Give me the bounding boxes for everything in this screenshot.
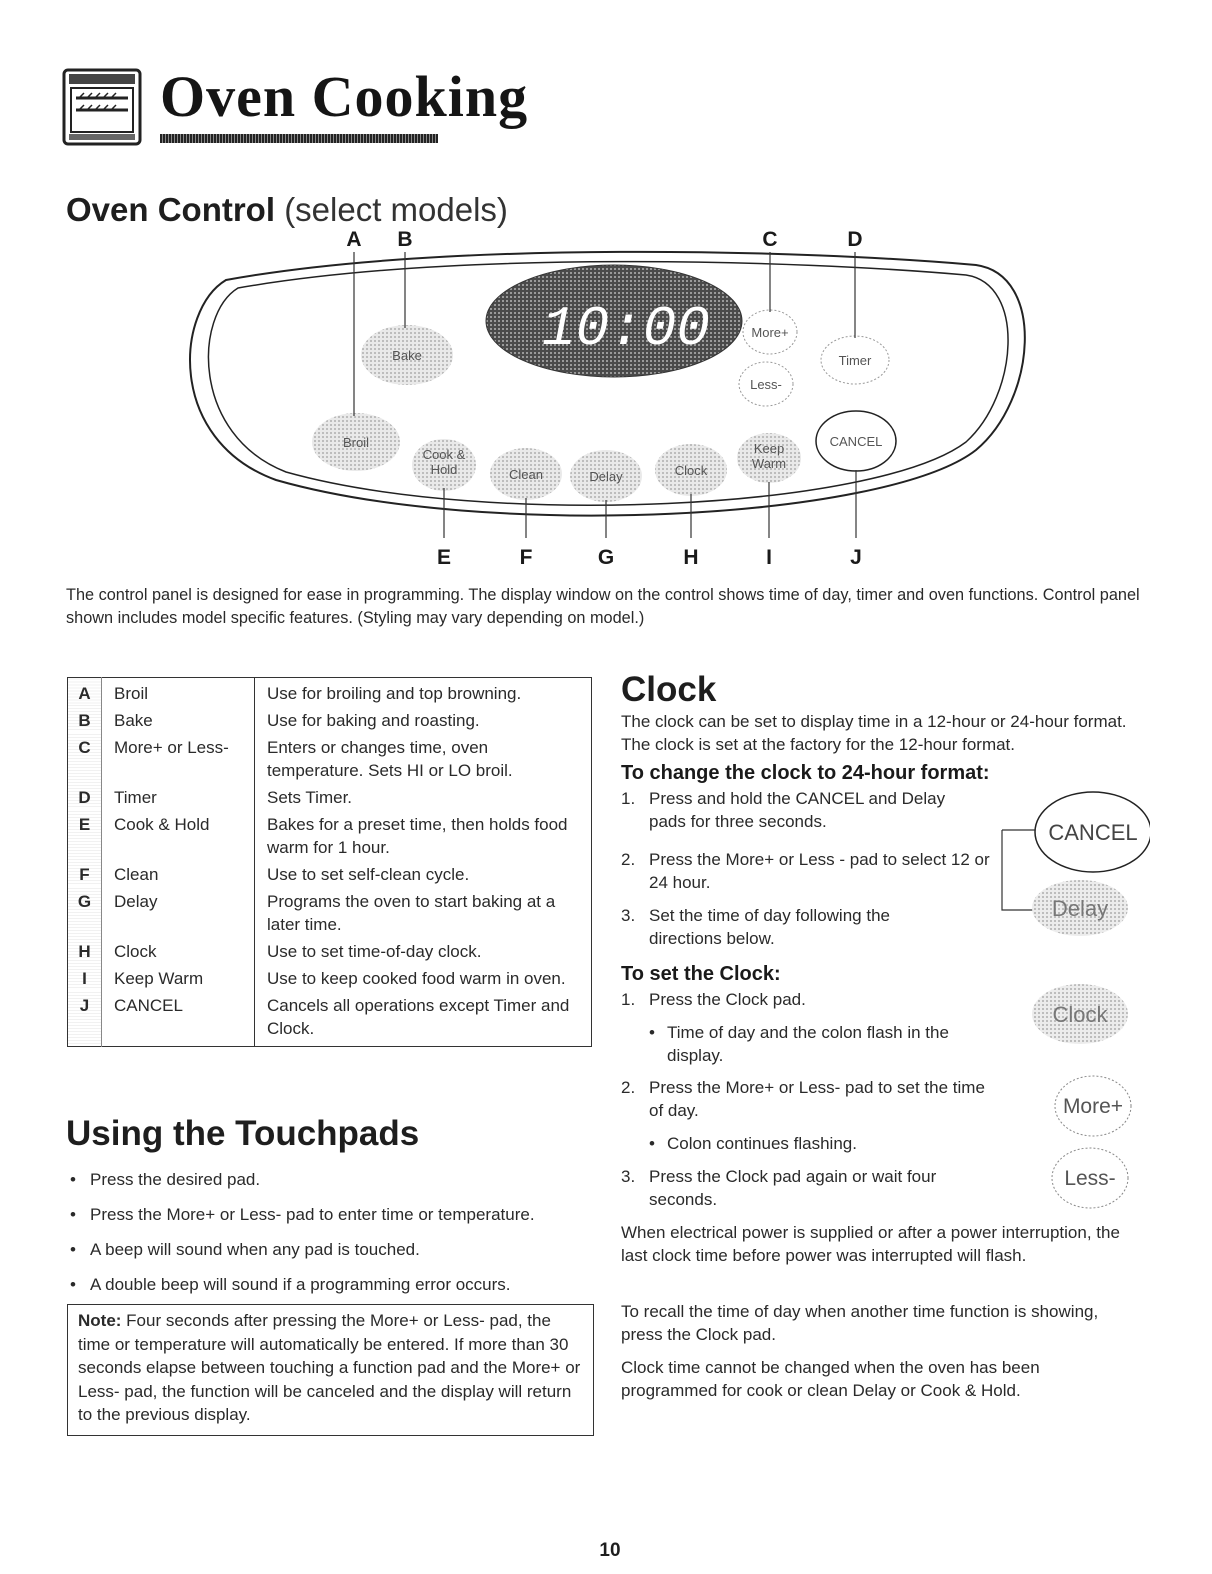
legend-description: Use to keep cooked food warm in oven. (267, 969, 566, 988)
label-c: C (762, 228, 778, 251)
timer-pad[interactable] (821, 336, 889, 384)
svg-text:Hold: Hold (430, 462, 458, 477)
legend-name: Broil (102, 678, 255, 706)
keep-warm-pad[interactable] (737, 433, 801, 483)
legend-name: Bake (102, 705, 255, 732)
note-text: Four seconds after pressing the More+ or Less- pad, the time or temperature will automatically be entered. If more than 30 seconds elapse between touching a function pad and the More+ or Less- pad, the function will be canceled and the display will return to the previous display. (78, 1311, 581, 1424)
svg-text:Bake: Bake (392, 348, 422, 363)
table-row (68, 732, 592, 782)
table-row (68, 782, 592, 809)
list-item: • A beep will sound when any pad is touched. (66, 1238, 606, 1261)
cancel-pad-art[interactable] (1035, 792, 1150, 872)
legend-key: J (68, 990, 102, 1040)
svg-text:More+: More+ (751, 325, 789, 340)
label-f: F (519, 546, 533, 569)
table-row (68, 936, 592, 963)
svg-text:More+: More+ (1062, 1095, 1124, 1118)
touchpads-list (66, 1168, 606, 1308)
svg-text:Warm: Warm (751, 456, 787, 471)
legend-key: B (68, 705, 102, 732)
clock-heading: Clock (621, 670, 717, 709)
svg-text:Less-: Less- (1064, 1167, 1116, 1190)
intro-paragraph: The control panel is designed for ease in programming. The display window on the control shows time of day, timer and oven functions. Control panel shown includes model specific features. (Styling may vary depending on model.) (66, 586, 1140, 627)
legend-key: A (68, 678, 102, 706)
set-step-3: 3. Press the Clock pad again or wait four seconds. (621, 1167, 937, 1209)
legend-key: E (68, 809, 102, 859)
page-heading: Oven Cooking (160, 64, 529, 129)
table-row (68, 705, 592, 732)
legend-key: C (68, 732, 102, 782)
section-title: Oven Control (select models) (66, 191, 508, 228)
restriction-paragraph: Clock time cannot be changed when the oven has been programmed for cook or clean Delay or Cook & Hold. (621, 1358, 1040, 1400)
legend-name: Cook & Hold (102, 809, 255, 859)
more-pad-art[interactable] (1055, 1076, 1131, 1136)
legend-description: Use to set time-of-day clock. (267, 942, 482, 961)
clock-pad-illustrations (990, 780, 1150, 1220)
svg-text:CANCEL: CANCEL (1048, 820, 1138, 845)
legend-description: Cancels all operations except Timer and Clock. (267, 996, 570, 1038)
label-g: G (597, 546, 615, 569)
list-item: • A double beep will sound if a programming error occurs. (66, 1273, 606, 1296)
svg-text:Cook &: Cook & (422, 447, 466, 462)
oven-control-diagram (186, 220, 1036, 580)
svg-text:Less-: Less- (750, 377, 782, 392)
legend-description: Sets Timer. (267, 788, 353, 807)
table-row (68, 678, 592, 706)
less-pad[interactable] (739, 362, 793, 406)
clock-pad[interactable] (655, 444, 727, 496)
svg-text:CANCEL: CANCEL (829, 434, 883, 449)
set-step-2-bullet: • Colon continues flashing. (649, 1134, 857, 1153)
note-label: Note: (78, 1311, 122, 1330)
legend-description: Programs the oven to start baking at a later time. (267, 892, 556, 934)
table-row (68, 859, 592, 886)
label-b: B (397, 228, 413, 251)
set-step-2: 2. Press the More+ or Less- pad to set the time of day. (621, 1078, 985, 1120)
svg-text:Keep: Keep (753, 441, 785, 456)
cook-hold-pad[interactable] (412, 439, 476, 491)
bake-pad[interactable] (361, 325, 453, 385)
set-clock-heading: To set the Clock: (621, 963, 781, 985)
set-step-1-bullet: • Time of day and the colon flash in the display. (649, 1023, 949, 1065)
table-row (68, 963, 592, 990)
legend-key: D (68, 782, 102, 809)
label-e: E (436, 546, 452, 569)
power-paragraph: When electrical power is supplied or after a power interruption, the last clock time before power was interrupted will flash. (621, 1223, 1120, 1265)
oven-icon (62, 68, 142, 146)
control-legend-table (67, 677, 592, 1047)
svg-text:Delay: Delay (1051, 896, 1109, 921)
heading-rule (160, 134, 438, 143)
svg-text:Clock: Clock (674, 463, 708, 478)
display-time: 10:00 (541, 297, 711, 361)
set-step-1: 1. Press the Clock pad. (621, 990, 806, 1009)
legend-description: Use for baking and roasting. (267, 711, 480, 730)
note-box (67, 1304, 594, 1436)
label-h: H (683, 546, 699, 569)
svg-text:Delay: Delay (589, 469, 623, 484)
legend-description: Use to set self-clean cycle. (267, 865, 470, 884)
clean-pad[interactable] (490, 448, 562, 500)
more-pad[interactable] (743, 310, 797, 354)
change-step-3: 3. Set the time of day following the directions below. (621, 906, 890, 948)
table-row (68, 990, 592, 1040)
legend-description: Enters or changes time, oven temperature. Sets HI or LO broil. (267, 738, 513, 780)
list-item: • Press the More+ or Less- pad to enter time or temperature. (66, 1203, 606, 1226)
svg-text:Clean: Clean (509, 467, 543, 482)
legend-name: Clean (102, 859, 255, 886)
clock-pad-art[interactable] (1032, 984, 1128, 1044)
legend-key: H (68, 936, 102, 963)
svg-text:Broil: Broil (342, 435, 370, 450)
legend-name: More+ or Less- (102, 732, 255, 782)
broil-pad[interactable] (312, 413, 400, 471)
legend-description: Bakes for a preset time, then holds food warm for 1 hour. (267, 815, 568, 857)
touchpads-heading: Using the Touchpads (66, 1114, 420, 1153)
label-a: A (346, 228, 362, 251)
recall-paragraph: To recall the time of day when another time function is showing, press the Clock pad. (621, 1302, 1099, 1344)
less-pad-art[interactable] (1052, 1148, 1128, 1208)
legend-key: I (68, 963, 102, 990)
legend-key: G (68, 886, 102, 936)
label-j: J (850, 546, 862, 569)
label-d: D (847, 228, 863, 251)
legend-description: Use for broiling and top browning. (267, 684, 522, 703)
label-i: I (766, 546, 772, 569)
clock-intro: The clock can be set to display time in a 12-hour or 24-hour format. The clock is set at the factory for the 12-hour format. (621, 712, 1127, 754)
delay-pad[interactable] (570, 450, 642, 502)
svg-text:Timer: Timer (838, 353, 872, 368)
svg-text:Clock: Clock (1052, 1002, 1108, 1027)
change-step-1: 1. Press and hold the CANCEL and Delay pads for three seconds. (621, 789, 946, 831)
cancel-pad[interactable] (816, 411, 896, 471)
change-step-2: 2. Press the More+ or Less - pad to select 12 or 24 hour. (621, 850, 990, 892)
change-format-heading: To change the clock to 24-hour format: (621, 762, 990, 784)
legend-name: Delay (102, 886, 255, 936)
legend-name: Timer (102, 782, 255, 809)
delay-pad-art[interactable] (1032, 880, 1128, 936)
legend-name: Clock (102, 936, 255, 963)
page-number: 10 (599, 1540, 621, 1561)
legend-key: F (68, 859, 102, 886)
legend-name: CANCEL (102, 990, 255, 1040)
table-row (68, 809, 592, 859)
legend-name: Keep Warm (102, 963, 255, 990)
table-row (68, 886, 592, 936)
list-item: • Press the desired pad. (66, 1168, 606, 1191)
